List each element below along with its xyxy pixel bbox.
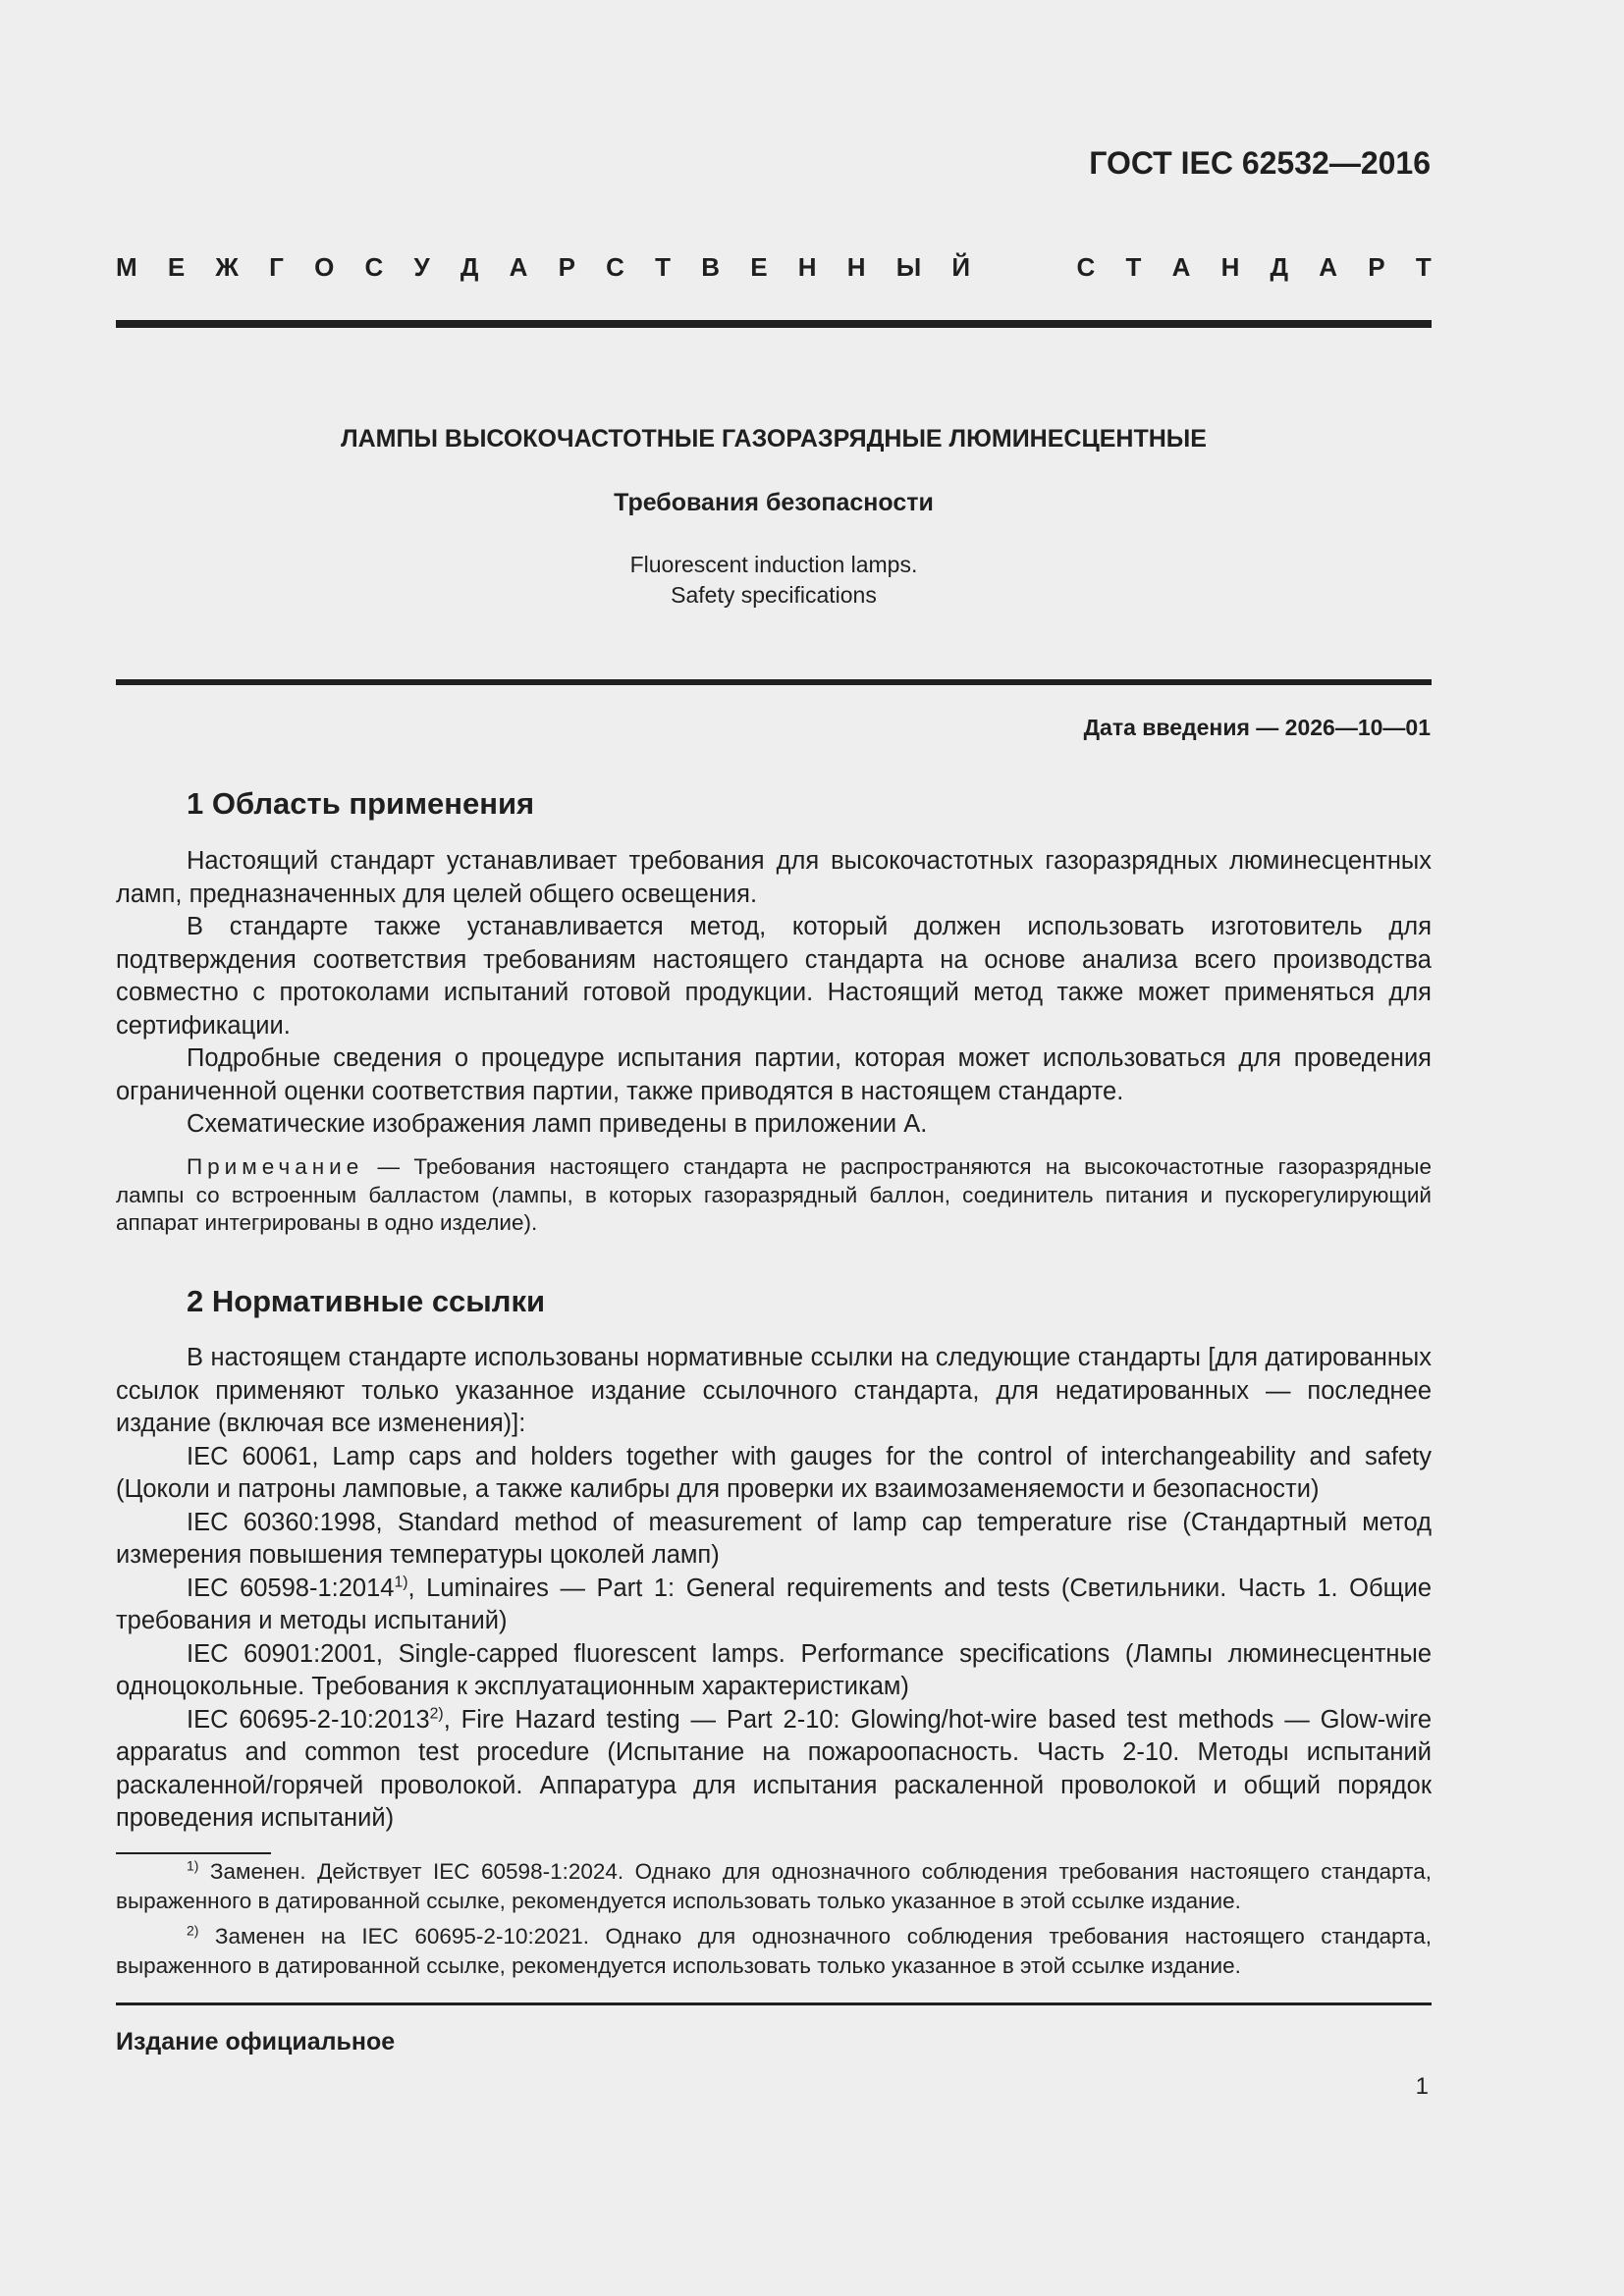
letter: Й — [951, 252, 971, 282]
letter: Д — [1270, 252, 1289, 282]
section-1-note — [116, 1153, 1432, 1238]
note-text: — Требования настоящего стандарта не распространяются на высокочастотные газоразрядные лампы со встроенным балластом (лампы, в которых газоразрядный баллон, соединитель питания и пускорегулирующий аппарат интегрированы в одно изделие). — [116, 1154, 1432, 1235]
paragraph: Настоящий стандарт устанавливает требования для высокочастотных газоразрядных люминесцентных ламп, предназначенных для целей общего освещения. — [116, 847, 1432, 908]
footnote-number: 2) — [187, 1922, 199, 1939]
document-title-en — [116, 550, 1432, 611]
footnote-text: Заменен на IEC 60695-2-10:2021. Однако для однозначного соблюдения требования настоящего стандарта, выраженного в датированной ссылке, рекомендуется использовать только указанное в этой ссылке издание. — [116, 1924, 1432, 1978]
page-number: 1 — [1415, 2073, 1429, 2100]
letter: С — [364, 252, 384, 282]
reference-id: IEC 60695-2-10:2013 — [187, 1705, 430, 1734]
letter: Н — [1220, 252, 1240, 282]
top-rule — [116, 320, 1432, 328]
letter: С — [1076, 252, 1096, 282]
paragraph: Схематические изображения ламп приведены в приложении А. — [187, 1110, 928, 1138]
reference-item: IEC 60360:1998, Standard method of measurement of lamp cap temperature rise (Стандартный метод измерения повышения температуры цоколей ламп) — [116, 1508, 1432, 1569]
paragraph: Подробные сведения о процедуре испытания партии, которая может использоваться для проведения ограниченной оценки соответствия партии, также приводятся в настоящем стандарте. — [116, 1044, 1432, 1105]
letter: А — [1171, 252, 1191, 282]
gost-number: ГОСТ IEC 62532—2016 — [1089, 145, 1431, 181]
letter: А — [509, 252, 528, 282]
footnote-mark[interactable]: 2) — [429, 1705, 444, 1722]
letter: С — [606, 252, 624, 282]
footnote-text: Заменен. Действует IEC 60598-1:2024. Однако для однозначного соблюдения требования настоящего стандарта, выраженного в датированной ссылке, рекомендуется использовать только указанное в этой ссылке издание. — [116, 1859, 1432, 1913]
letter: Р — [558, 252, 575, 282]
footnote-separator — [116, 1852, 271, 1854]
paragraph: В настоящем стандарте использованы нормативные ссылки на следующие стандарты [для датированных ссылок применяют только указанное издание ссылочного стандарта, для недатированных — последнее издание (включая все изменения)]: — [116, 1344, 1432, 1437]
title-en-line: Fluorescent induction lamps. — [629, 552, 918, 577]
letter: Т — [1125, 252, 1142, 282]
letter: У — [413, 252, 430, 282]
reference-item — [116, 1573, 1432, 1638]
letter: Р — [1368, 252, 1385, 282]
section-1-body — [116, 845, 1432, 1142]
letter: М — [116, 252, 137, 282]
letter: О — [314, 252, 335, 282]
reference-text: , Luminaires — Part 1: General requirements and tests (Светильники. Часть 1. Общие требования и методы испытаний) — [116, 1574, 1432, 1634]
note-paragraph — [116, 1153, 1432, 1238]
reference-item: IEC 60061, Lamp caps and holders together with gauges for the control of interchangeability and safety (Цоколи и патроны ламповые, а также калибры для проверки их взаимозаменяемости и безопасности) — [116, 1442, 1432, 1503]
letter: Н — [797, 252, 817, 282]
letter: Т — [1415, 252, 1432, 282]
letter: Н — [846, 252, 866, 282]
note-label: Примечание — [187, 1154, 364, 1179]
footnote — [116, 1857, 1432, 1915]
reference-item — [116, 1704, 1432, 1836]
letter: Ы — [895, 252, 922, 282]
section-2-body — [116, 1342, 1432, 1836]
section-1-heading: 1 Область применения — [187, 786, 535, 821]
footnotes — [116, 1857, 1432, 1987]
official-edition-label: Издание официальное — [116, 2028, 396, 2056]
footnote — [116, 1922, 1432, 1980]
footnote-number: 1) — [187, 1857, 199, 1874]
letter: А — [1319, 252, 1338, 282]
letter: Е — [750, 252, 768, 282]
document-subtitle-ru: Требования безопасности — [614, 489, 934, 516]
word-gap — [1001, 252, 1046, 283]
reference-text: , Fire Hazard testing — Part 2-10: Glowing/hot-wire based test methods — Glow-wire apparatus and common test procedure (Испытание на пожароопасность. Часть 2-10. Методы испытаний раскаленной/горячей проволокой. Аппаратура для испытания раскаленной проволокой и общий порядок проведения испытаний) — [116, 1705, 1433, 1832]
title-rule — [116, 679, 1432, 685]
reference-item: IEC 60901:2001, Single-capped fluorescent lamps. Performance specifications (Лампы люминесцентные одноцокольные. Требования к эксплуатационным характеристикам) — [116, 1639, 1432, 1700]
letter: Е — [167, 252, 186, 282]
introduction-date: Дата введения — 2026—10—01 — [1083, 715, 1431, 740]
footnote-mark[interactable]: 1) — [394, 1574, 408, 1590]
letter: Г — [269, 252, 284, 282]
reference-id: IEC 60598-1:2014 — [187, 1574, 395, 1602]
section-2-heading: 2 Нормативные ссылки — [187, 1284, 546, 1318]
document-title-ru: ЛАМПЫ ВЫСОКОЧАСТОТНЫЕ ГАЗОРАЗРЯДНЫЕ ЛЮМИНЕСЦЕНТНЫЕ — [341, 425, 1207, 453]
standard-type-heading — [116, 252, 1432, 283]
letter: Т — [655, 252, 672, 282]
paragraph: В стандарте также устанавливается метод, который должен использовать изготовитель для подтверждения соответствия требованиям настоящего стандарта на основе анализа всего производства совместно с протоколами испытаний готовой продукции. Настоящий метод также может применяться для сертификации. — [116, 913, 1432, 1040]
letter: Ж — [215, 252, 239, 282]
letter: В — [701, 252, 721, 282]
letter: Д — [460, 252, 479, 282]
footer-rule — [116, 2002, 1432, 2005]
title-en-line: Safety specifications — [671, 582, 877, 608]
